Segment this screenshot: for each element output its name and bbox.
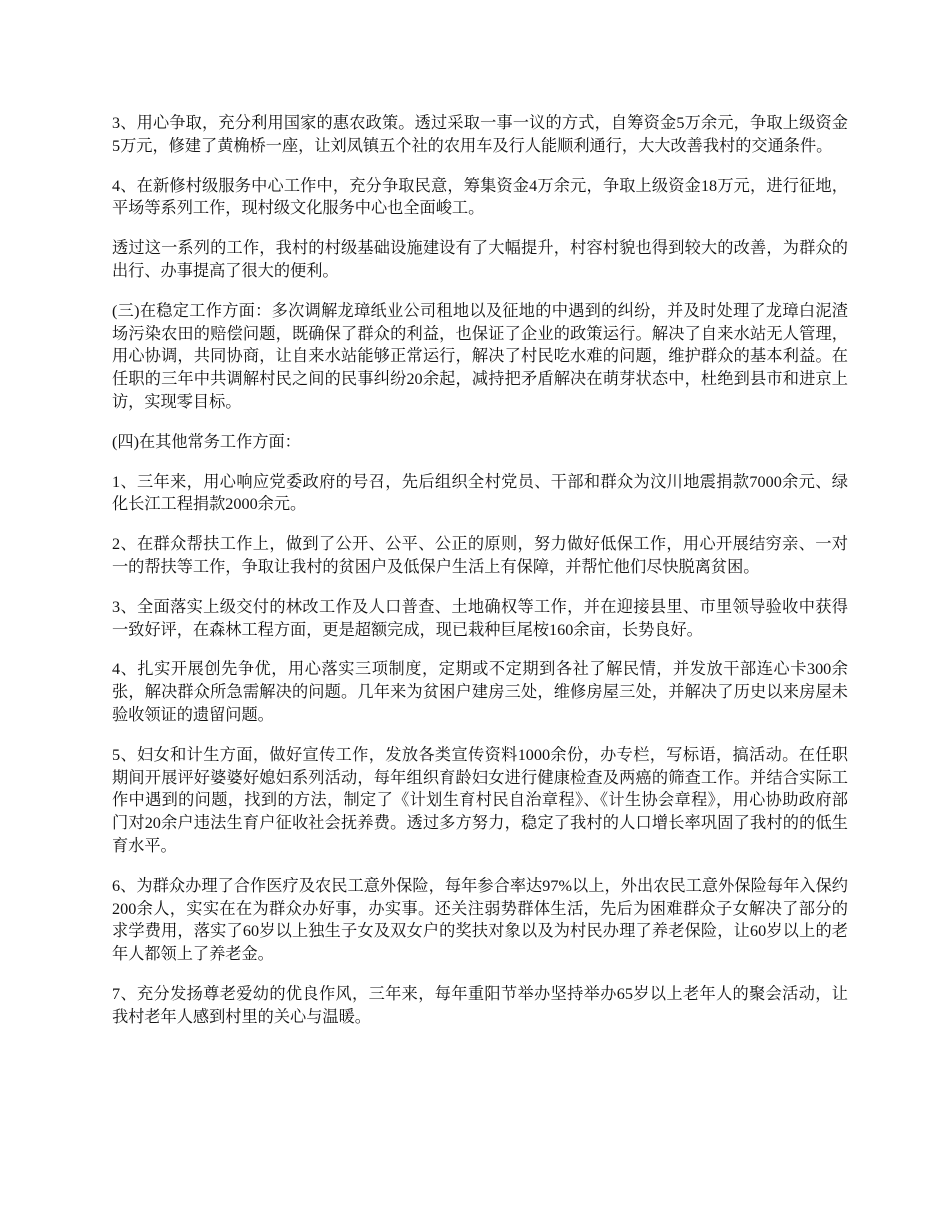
paragraph-family-planning: 5、妇女和计生方面，做好宣传工作，发放各类宣传资料1000余份，办专栏，写标语，搞活动。在任职期间开展评好婆婆好媳妇系列活动，每年组织育龄妇女进行健康检查及两癌的筛查工作。并结合实际工作中遇到的问题，找到的方法，制定了《计划生育村民自治章程》、《计生协会章程》，用心协助政府部门对20余户违法生育户征收社会抚养费。透过多方努力，稳定了我村的人口增长率巩固了我村的的低生育水平。	[112, 745, 848, 855]
section-heading-other-work: (四)在其他常务工作方面：	[112, 432, 301, 451]
document-body	[112, 112, 848, 1029]
paragraph-forestry-census: 3、全面落实上级交付的林改工作及人口普查、土地确权等工作，并在迎接县里、市里领导验收中获得一致好评，在森林工程方面，更是超额完成，现已栽种巨尾桉160余亩，长势良好。	[112, 597, 848, 639]
paragraph-donations: 1、三年来，用心响应党委政府的号召，先后组织全村党员、干部和群众为汶川地震捐款7000余元、绿化长江工程捐款2000余元。	[112, 472, 848, 514]
paragraph-poverty-assistance: 2、在群众帮扶工作上，做到了公开、公平、公正的原则，努力做好低保工作，用心开展结穷亲、一对一的帮扶等工作，争取让我村的贫困户及低保户生活上有保障，并帮忙他们尽快脱离贫困。	[112, 535, 848, 576]
paragraph-elderly-care: 7、充分发扬尊老爱幼的优良作风，三年来，每年重阳节举办坚持举办65岁以上老年人的聚会活动，让我村老年人感到村里的关心与温暖。	[112, 984, 848, 1026]
paragraph-stability-work: (三)在稳定工作方面：多次调解龙璋纸业公司租地以及征地的中遇到的纠纷，并及时处理了龙璋白泥渣场污染农田的赔偿问题，既确保了群众的利益，也保证了企业的政策运行。解决了自来水站无人管理，用心协调，共同协商，让自来水站能够正常运行，解决了村民吃水难的问题，维护群众的基本利益。在任职的三年中共调解村民之间的民事纠纷20余起，减持把矛盾解决在萌芽状态中，杜绝到县市和进京上访，实现零目标。	[112, 301, 848, 411]
paragraph-transport-funding: 3、用心争取，充分利用国家的惠农政策。透过采取一事一议的方式，自筹资金5万余元，争取上级资金5万元，修建了黄桷桥一座，让刘凤镇五个社的农用车及行人能顺利通行，大大改善我村的交通条件。	[112, 114, 848, 155]
paragraph-insurance-welfare: 6、为群众办理了合作医疗及农民工意外保险，每年参合率达97%以上，外出农民工意外保险每年入保约200余人，实实在在为群众办好事，办实事。还关注弱势群体生活，先后为困难群众子女解决了部分的求学费用，落实了60岁以上独生子女及双女户的奖扶对象以及为村民办理了养老保险，让60岁以上的老年人都领上了养老金。	[112, 876, 848, 964]
paragraph-party-work: 4、扎实开展创先争优，用心落实三项制度，定期或不定期到各社了解民情，并发放干部连心卡300余张，解决群众所急需解决的问题。几年来为贫困户建房三处，维修房屋三处，并解决了历史以来房屋未验收领证的遗留问题。	[112, 660, 848, 724]
paragraph-service-center: 4、在新修村级服务中心工作中，充分争取民意，筹集资金4万余元，争取上级资金18万元，进行征地，平场等系列工作，现村级文化服务中心也全面峻工。	[112, 176, 848, 218]
paragraph-infrastructure-summary: 透过这一系列的工作，我村的村级基础设施建设有了大幅提升，村容村貌也得到较大的改善，为群众的出行、办事提高了很大的便利。	[112, 239, 848, 280]
